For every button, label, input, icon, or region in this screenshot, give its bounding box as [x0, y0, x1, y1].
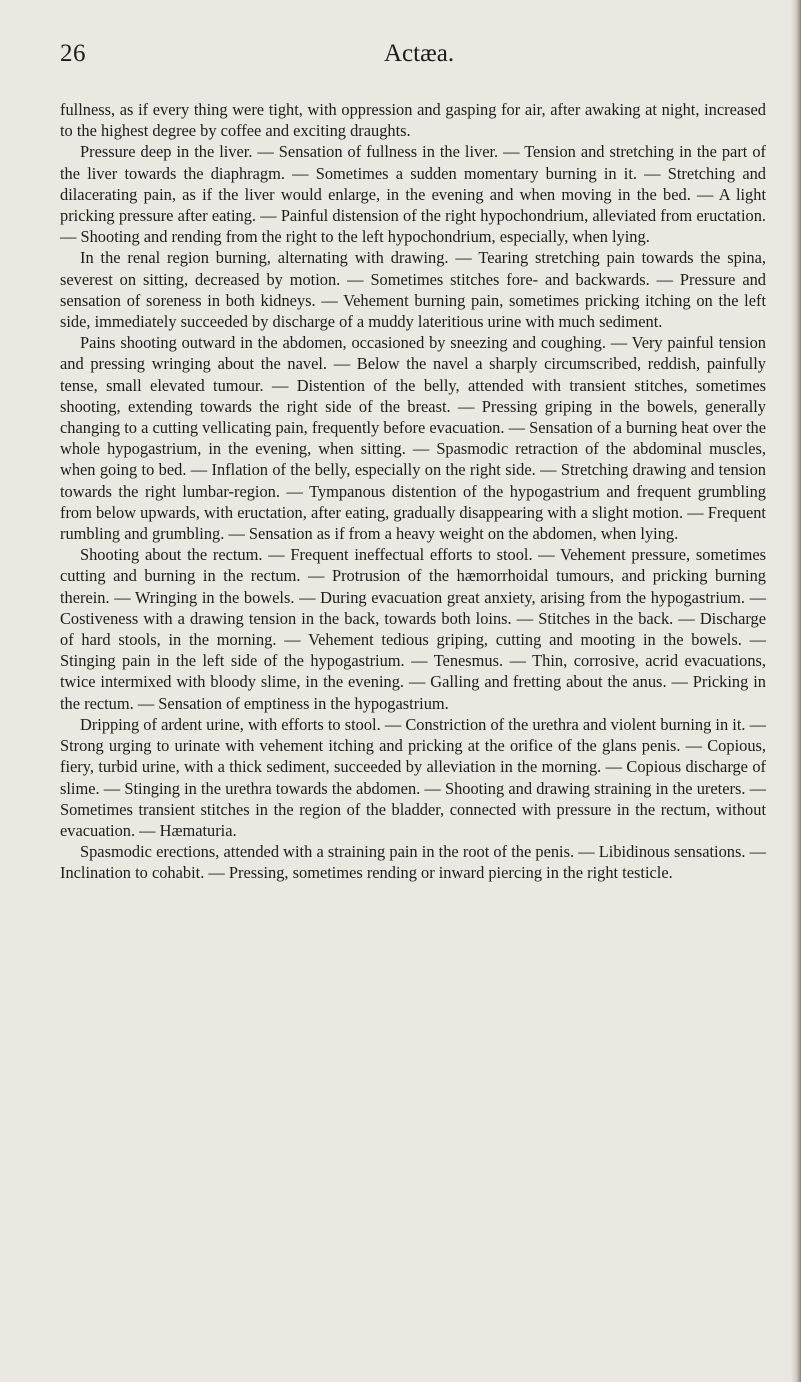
paragraph-liver: Pressure deep in the liver. — Sensation of fullness in the liver. — Tension and stretching in the part of the liver towards the diaphragm. — Sometimes a sudden momentary burning in it. — Stretching and dilacerating pain, as if the liver would enlarge, in the evening and when moving in the bed. — A light pricking pressure after eating. — Painful distension of the right hypochondrium, alleviated from eructation. — Shooting and rending from the right to the left hypochondrium, especially, when lying. — [60, 142, 766, 247]
running-title: Actæa. — [384, 40, 455, 67]
paragraph-continuation: fullness, as if every thing were tight, with oppression and gasping for air, after awaking at night, increased to the highest degree by coffee and exciting draughts. — [60, 100, 766, 141]
paragraph-rectum: Shooting about the rectum. — Frequent ineffectual efforts to stool. — Vehement pressure, sometimes cutting and burning in the rectum. — Protrusion of the hæmorrhoidal tumours, and pricking burning therein. — Wringing in the bowels. — During evacuation great anxiety, arising from the hypogastrium. — Costiveness with a drawing tension in the back, towards both loins. — Stitches in the back. — Discharge of hard stools, in the morning. — Vehement tedious griping, cutting and mooting in the bowels. — Stinging pain in the left side of the hypogastrium. — Tenesmus. — Thin, corrosive, acrid evacuations, twice intermixed with bloody slime, in the evening. — Galling and fretting about the anus. — Pricking in the rectum. — Sensation of emptiness in the hypogastrium. — [60, 545, 766, 713]
page-number: 26 — [60, 40, 86, 67]
body-text — [60, 99, 766, 884]
paragraph-abdomen: Pains shooting outward in the abdomen, occasioned by sneezing and coughing. — Very painful tension and pressing wringing about the navel. — Below the navel a sharply circumscribed, reddish, painfully tense, small elevated tumour. — Distention of the belly, attended with transient stitches, sometimes shooting, extending towards the right side of the breast. — Pressing griping in the bowels, generally changing to a cutting vellicating pain, frequently before evacuation. — Sensation of a burning heat over the whole hypogastrium, in the evening, when sitting. — Spasmodic retraction of the abdominal muscles, when going to bed. — Inflation of the belly, especially on the right side. — Stretching drawing and tension towards the right lumbar-region. — Tympanous distention of the hypogastrium and frequent grumbling from below upwards, with eructation, after eating, gradually disappearing with a slight motion. — Frequent rumbling and grumbling. — Sensation as if from a heavy weight on the abdomen, when lying. — [60, 333, 766, 544]
page-header — [60, 40, 760, 80]
page-edge-shadow — [791, 0, 801, 1382]
paragraph-urinary: Dripping of ardent urine, with efforts to stool. — Constriction of the urethra and violent burning in it. — Strong urging to urinate with vehement itching and pricking at the orifice of the glans penis. — Copious, fiery, turbid urine, with a thick sediment, succeeded by alleviation in the morning. — Copious discharge of slime. — Stinging in the urethra towards the abdomen. — Shooting and drawing straining in the ureters. — Sometimes transient stitches in the region of the bladder, connected with pressure in the rectum, without evacuation. — Hæmaturia. — [60, 714, 766, 840]
paragraph-genital: Spasmodic erections, attended with a straining pain in the root of the penis. — Libidinous sensations. — Inclination to cohabit. — Pressing, sometimes rending or inward piercing in the right testicle. — [60, 842, 766, 883]
paragraph-renal: In the renal region burning, alternating with drawing. — Tearing stretching pain towards the spina, severest on sitting, decreased by motion. — Sometimes stitches fore- and backwards. — Pressure and sensation of soreness in both kidneys. — Vehement burning pain, sometimes pricking itching on the left side, immediately succeeded by discharge of a muddy lateritious urine with much sediment. — [60, 248, 766, 332]
